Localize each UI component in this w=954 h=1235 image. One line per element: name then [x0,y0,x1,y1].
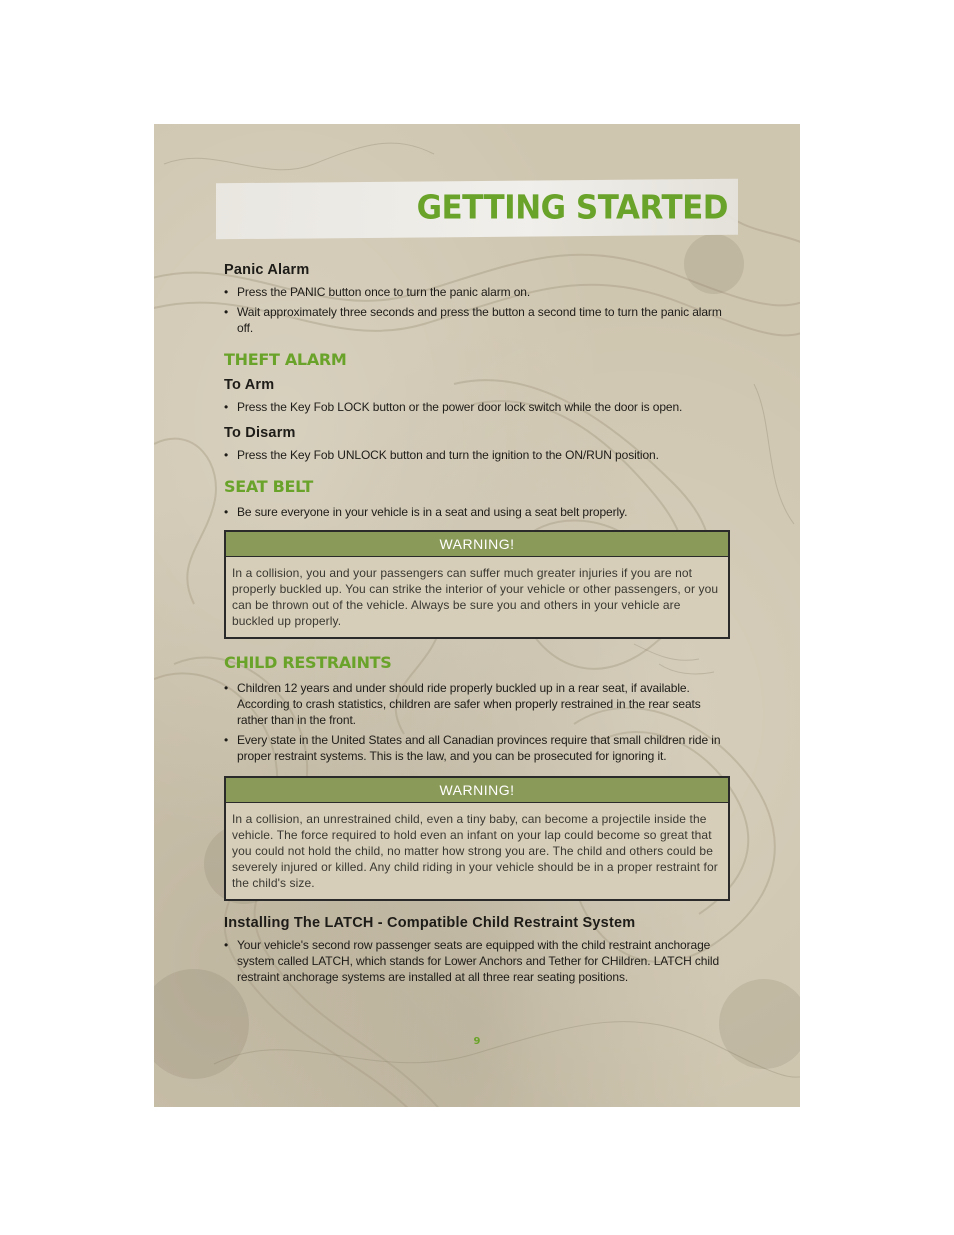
theft-alarm-title: THEFT ALARM [224,350,347,369]
child-restraints-list [224,680,730,764]
warning-label: WARNING! [226,778,728,803]
to-arm-list [224,399,730,415]
panic-alarm-list [224,284,730,336]
list-item: • Press the Key Fob LOCK button or the power door lock switch while the door is open. [224,399,730,415]
seat-belt-warning-box [224,530,730,639]
panic-alarm-section [224,262,730,336]
seat-belt-title: SEAT BELT [224,477,313,496]
page-title: GETTING STARTED [416,189,728,227]
panic-alarm-heading: Panic Alarm [224,262,310,278]
warning-text: In a collision, an unrestrained child, even a tiny baby, can become a projectile inside the vehicle. The force required to hold even an infant on your lap could become so great that you could not hold the child, no matter how strong you are. The child and others could be severely injured or killed. Any child riding in your vehicle should be in a proper restraint for the child's size. [232,812,718,890]
list-item: • Children 12 years and under should ride properly buckled up in a rear seat, if available. According to crash statistics, children are safer when properly restrained in the rear seats rather than in the front. [224,680,730,728]
child-restraints-warning-box [224,776,730,901]
page-number: 9 [473,1036,481,1047]
latch-section [224,915,730,985]
to-disarm-list [224,447,730,463]
manual-page [154,124,800,1107]
seat-belt-section [224,477,730,639]
list-item: • Your vehicle's second row passenger seats are equipped with the child restraint anchorage system called LATCH, which stands for Lower Anchors and Tether for CHildren. LATCH child restraint anchorage systems are installed at all three rear seating positions. [224,937,730,985]
seat-belt-list [224,504,730,520]
theft-alarm-section [224,350,730,463]
latch-heading: Installing The LATCH - Compatible Child Restraint System [224,915,636,931]
list-item: • Be sure everyone in your vehicle is in a seat and using a seat belt properly. [224,504,730,520]
list-item: • Press the PANIC button once to turn the panic alarm on. [224,284,730,300]
warning-text: In a collision, you and your passengers can suffer much greater injuries if you are not properly buckled up. You can strike the interior of your vehicle or other passengers, or you can be thrown out of the vehicle. Always be sure you and others in your vehicle are buckled up properly. [232,566,719,628]
to-arm-heading: To Arm [224,377,275,393]
list-item: • Wait approximately three seconds and press the button a second time to turn the panic alarm off. [224,304,730,336]
child-restraints-section [224,653,730,901]
list-item: • Every state in the United States and all Canadian provinces require that small children ride in proper restraint systems. This is the law, and you can be prosecuted for ignoring it. [224,732,730,764]
child-restraints-title: CHILD RESTRAINTS [224,653,392,672]
page-content [224,262,730,993]
list-item: • Press the Key Fob UNLOCK button and turn the ignition to the ON/RUN position. [224,447,730,463]
warning-label: WARNING! [226,532,728,557]
latch-list [224,937,730,985]
to-disarm-heading: To Disarm [224,425,296,441]
